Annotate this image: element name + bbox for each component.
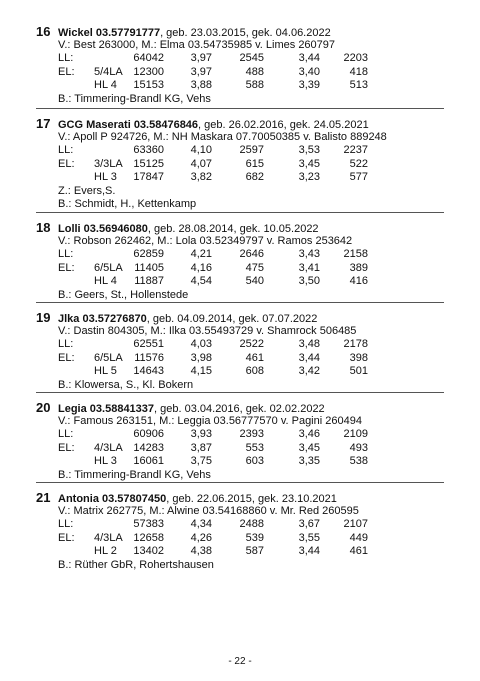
protein-kg: 449 [349, 531, 368, 544]
fat-kg: 2522 [239, 338, 264, 351]
fat-kg: 603 [245, 455, 264, 468]
fat-percent: 4,10 [190, 144, 212, 157]
performance-row [58, 455, 444, 468]
performance-row [58, 365, 444, 378]
protein-percent: 3,45 [298, 157, 320, 170]
row-sublabel: HL 4 [94, 79, 117, 92]
row-sublabel: HL 4 [94, 275, 117, 288]
parentage-line: V.: Matrix 262775, M.: Alwine 03.54168860 v. Mr. Red 260595 [58, 505, 359, 517]
fat-kg: 2393 [239, 428, 264, 441]
milk-kg: 12658 [133, 531, 164, 544]
fat-percent: 3,97 [190, 52, 212, 65]
protein-percent: 3,44 [298, 545, 320, 558]
milk-kg: 14283 [133, 441, 164, 454]
milk-kg: 11405 [134, 261, 164, 274]
row-label: EL: [58, 261, 75, 274]
performance-row [58, 79, 444, 92]
protein-kg: 2178 [343, 338, 368, 351]
milk-kg: 11887 [134, 275, 164, 288]
fat-percent: 4,34 [190, 518, 212, 531]
performance-row [58, 338, 444, 351]
fat-percent: 4,21 [190, 248, 212, 261]
row-label: LL: [58, 338, 74, 351]
row-sublabel: HL 2 [94, 545, 117, 558]
row-sublabel: 3/3LA [94, 157, 123, 170]
performance-row [58, 518, 444, 531]
cow-name: Lolli [58, 223, 81, 235]
parentage-line: V.: Famous 263151, M.: Leggia 03.56777570 v. Pagini 260494 [58, 415, 362, 427]
parentage-line: V.: Robson 262462, M.: Lola 03.52349797 v. Ramos 253642 [58, 235, 353, 247]
row-sublabel: HL 3 [94, 455, 117, 468]
cow-name: Antonia [58, 493, 99, 505]
protein-percent: 3,39 [298, 79, 320, 92]
parentage-line: V.: Apoll P 924726, M.: NH Maskara 07.70050385 v. Balisto 889248 [58, 131, 387, 143]
protein-kg: 389 [349, 261, 368, 274]
fat-percent: 3,93 [190, 428, 212, 441]
row-sublabel: 6/5LA [94, 261, 123, 274]
fat-kg: 682 [245, 171, 264, 184]
cow-entry [36, 490, 444, 572]
protein-percent: 3,48 [298, 338, 320, 351]
entry-header [36, 116, 444, 131]
row-label: EL: [58, 65, 75, 78]
protein-percent: 3,42 [298, 365, 320, 378]
parentage-line: V.: Dastin 804305, M.: Ilka 03.55493729 v. Shamrock 506485 [58, 325, 357, 337]
entry-header [36, 400, 444, 415]
cow-name: Legia [58, 403, 87, 415]
protein-kg: 2203 [343, 52, 368, 65]
cow-entry [36, 310, 444, 393]
entry-header [36, 310, 444, 325]
performance-row [58, 262, 444, 275]
milk-kg: 62859 [133, 248, 164, 261]
cow-name: Wickel [58, 27, 93, 39]
fat-kg: 475 [245, 261, 264, 274]
milk-kg: 63360 [133, 144, 164, 157]
row-label: EL: [58, 157, 75, 170]
milk-kg: 13402 [133, 545, 164, 558]
row-label: EL: [58, 441, 75, 454]
row-sublabel: HL 3 [94, 171, 117, 184]
breeder-line: B.: Rüther GbR, Rohertshausen [58, 558, 214, 571]
entry-header [36, 24, 444, 39]
row-sublabel: 4/3LA [94, 441, 123, 454]
fat-percent: 4,26 [190, 531, 212, 544]
fat-kg: 2646 [239, 248, 264, 261]
protein-kg: 2237 [343, 144, 368, 157]
fat-percent: 3,88 [190, 79, 212, 92]
protein-kg: 577 [349, 171, 368, 184]
registration-number: 03.56946080 [83, 223, 148, 235]
protein-kg: 2109 [343, 428, 368, 441]
performance-row [58, 442, 444, 455]
entry-header [36, 490, 444, 505]
row-sublabel: HL 5 [94, 365, 117, 378]
protein-percent: 3,40 [298, 65, 320, 78]
performance-row [58, 52, 444, 65]
birth-and-calving-dates: , geb. 04.09.2014, gek. 07.07.2022 [146, 313, 318, 325]
entry-number: 17 [36, 116, 51, 131]
milk-kg: 16061 [133, 455, 164, 468]
performance-row [58, 248, 444, 261]
milk-kg: 11576 [134, 351, 164, 364]
cow-name: GCG Maserati [58, 119, 131, 131]
fat-percent: 4,03 [190, 338, 212, 351]
row-label: LL: [58, 248, 74, 261]
protein-kg: 538 [349, 455, 368, 468]
breeder-line: B.: Timmering-Brandl KG, Vehs [58, 468, 211, 481]
performance-row [58, 352, 444, 365]
fat-kg: 539 [245, 531, 264, 544]
cow-entry [36, 220, 444, 303]
performance-row [58, 171, 444, 184]
entry-number: 16 [36, 24, 51, 39]
fat-percent: 4,16 [190, 261, 212, 274]
protein-kg: 513 [349, 79, 368, 92]
breeder-line: B.: Geers, St., Hollenstede [58, 288, 189, 301]
fat-kg: 2597 [239, 144, 264, 157]
fat-kg: 488 [245, 65, 264, 78]
protein-percent: 3,46 [298, 428, 320, 441]
registration-number: 03.57276870 [82, 313, 147, 325]
protein-percent: 3,67 [298, 518, 320, 531]
birth-and-calving-dates: , geb. 03.04.2016, gek. 02.02.2022 [154, 403, 325, 415]
fat-percent: 3,82 [190, 171, 212, 184]
fat-percent: 3,87 [190, 441, 212, 454]
fat-kg: 2488 [239, 518, 264, 531]
protein-kg: 2158 [343, 248, 368, 261]
protein-percent: 3,45 [298, 441, 320, 454]
birth-and-calving-dates: , geb. 23.03.2015, gek. 04.06.2022 [160, 27, 331, 39]
row-sublabel: 4/3LA [94, 531, 123, 544]
fat-kg: 461 [245, 351, 264, 364]
protein-kg: 493 [349, 441, 368, 454]
registration-number: 03.57807450 [102, 493, 167, 505]
milk-kg: 60906 [133, 428, 164, 441]
milk-kg: 64042 [133, 52, 164, 65]
milk-kg: 57383 [133, 518, 164, 531]
performance-row [58, 532, 444, 545]
cow-entry [36, 400, 444, 483]
protein-percent: 3,35 [298, 455, 320, 468]
performance-row [58, 545, 444, 558]
protein-percent: 3,44 [298, 52, 320, 65]
protein-percent: 3,23 [298, 171, 320, 184]
fat-percent: 4,38 [190, 545, 212, 558]
protein-percent: 3,43 [298, 248, 320, 261]
extra-note: Z.: Evers,S. [58, 184, 116, 197]
row-label: LL: [58, 52, 74, 65]
birth-and-calving-dates: , geb. 28.08.2014, gek. 10.05.2022 [147, 223, 319, 235]
protein-percent: 3,50 [298, 275, 320, 288]
row-label: EL: [58, 531, 75, 544]
protein-kg: 418 [349, 65, 368, 78]
fat-percent: 3,98 [190, 351, 212, 364]
cow-entry [36, 116, 444, 213]
fat-kg: 608 [245, 365, 264, 378]
fat-percent: 4,15 [190, 365, 212, 378]
cow-entry [36, 24, 444, 109]
milk-kg: 15125 [133, 157, 164, 170]
protein-kg: 522 [349, 157, 368, 170]
fat-kg: 540 [245, 275, 264, 288]
row-label: LL: [58, 144, 74, 157]
performance-row [58, 158, 444, 171]
milk-kg: 12300 [133, 65, 164, 78]
breeder-line: B.: Klowersa, S., Kl. Bokern [58, 378, 194, 391]
entry-number: 20 [36, 400, 51, 415]
fat-percent: 4,07 [190, 157, 212, 170]
milk-kg: 62551 [133, 338, 164, 351]
protein-kg: 461 [349, 545, 368, 558]
parentage-line: V.: Best 263000, M.: Elma 03.54735985 v. Limes 260797 [58, 39, 336, 51]
entry-number: 19 [36, 310, 51, 325]
protein-kg: 398 [349, 351, 368, 364]
fat-percent: 3,75 [190, 455, 212, 468]
protein-percent: 3,53 [298, 144, 320, 157]
milk-kg: 15153 [133, 79, 164, 92]
performance-row [58, 428, 444, 441]
fat-percent: 3,97 [190, 65, 212, 78]
cow-name: Jlka [58, 313, 80, 325]
birth-and-calving-dates: , geb. 22.06.2015, gek. 23.10.2021 [166, 493, 337, 505]
milk-kg: 14643 [133, 365, 164, 378]
performance-row [58, 275, 444, 288]
protein-kg: 501 [349, 365, 368, 378]
milk-kg: 17847 [133, 171, 164, 184]
fat-kg: 615 [245, 157, 264, 170]
entry-number: 21 [36, 490, 51, 505]
protein-kg: 2107 [343, 518, 368, 531]
performance-row [58, 144, 444, 157]
breeder-line: B.: Schmidt, H., Kettenkamp [58, 197, 197, 210]
fat-kg: 587 [245, 545, 264, 558]
protein-percent: 3,41 [298, 261, 320, 274]
registration-number: 03.57791777 [95, 27, 161, 39]
row-sublabel: 6/5LA [94, 351, 123, 364]
entry-header [36, 220, 444, 235]
protein-percent: 3,44 [298, 351, 320, 364]
fat-percent: 4,54 [190, 275, 212, 288]
row-label: EL: [58, 351, 75, 364]
fat-kg: 2545 [239, 52, 264, 65]
registration-number: 03.58476846 [133, 119, 199, 131]
page-number: - 22 - [228, 656, 252, 667]
fat-kg: 553 [245, 441, 264, 454]
performance-row [58, 66, 444, 79]
row-label: LL: [58, 428, 74, 441]
birth-and-calving-dates: , geb. 26.02.2016, gek. 24.05.2021 [198, 119, 369, 131]
breeder-line: B.: Timmering-Brandl KG, Vehs [58, 92, 211, 105]
fat-kg: 588 [245, 79, 264, 92]
row-sublabel: 5/4LA [94, 65, 123, 78]
protein-kg: 416 [349, 275, 368, 288]
row-label: LL: [58, 518, 74, 531]
registration-number: 03.58841337 [89, 403, 155, 415]
entry-number: 18 [36, 220, 51, 235]
protein-percent: 3,55 [298, 531, 320, 544]
